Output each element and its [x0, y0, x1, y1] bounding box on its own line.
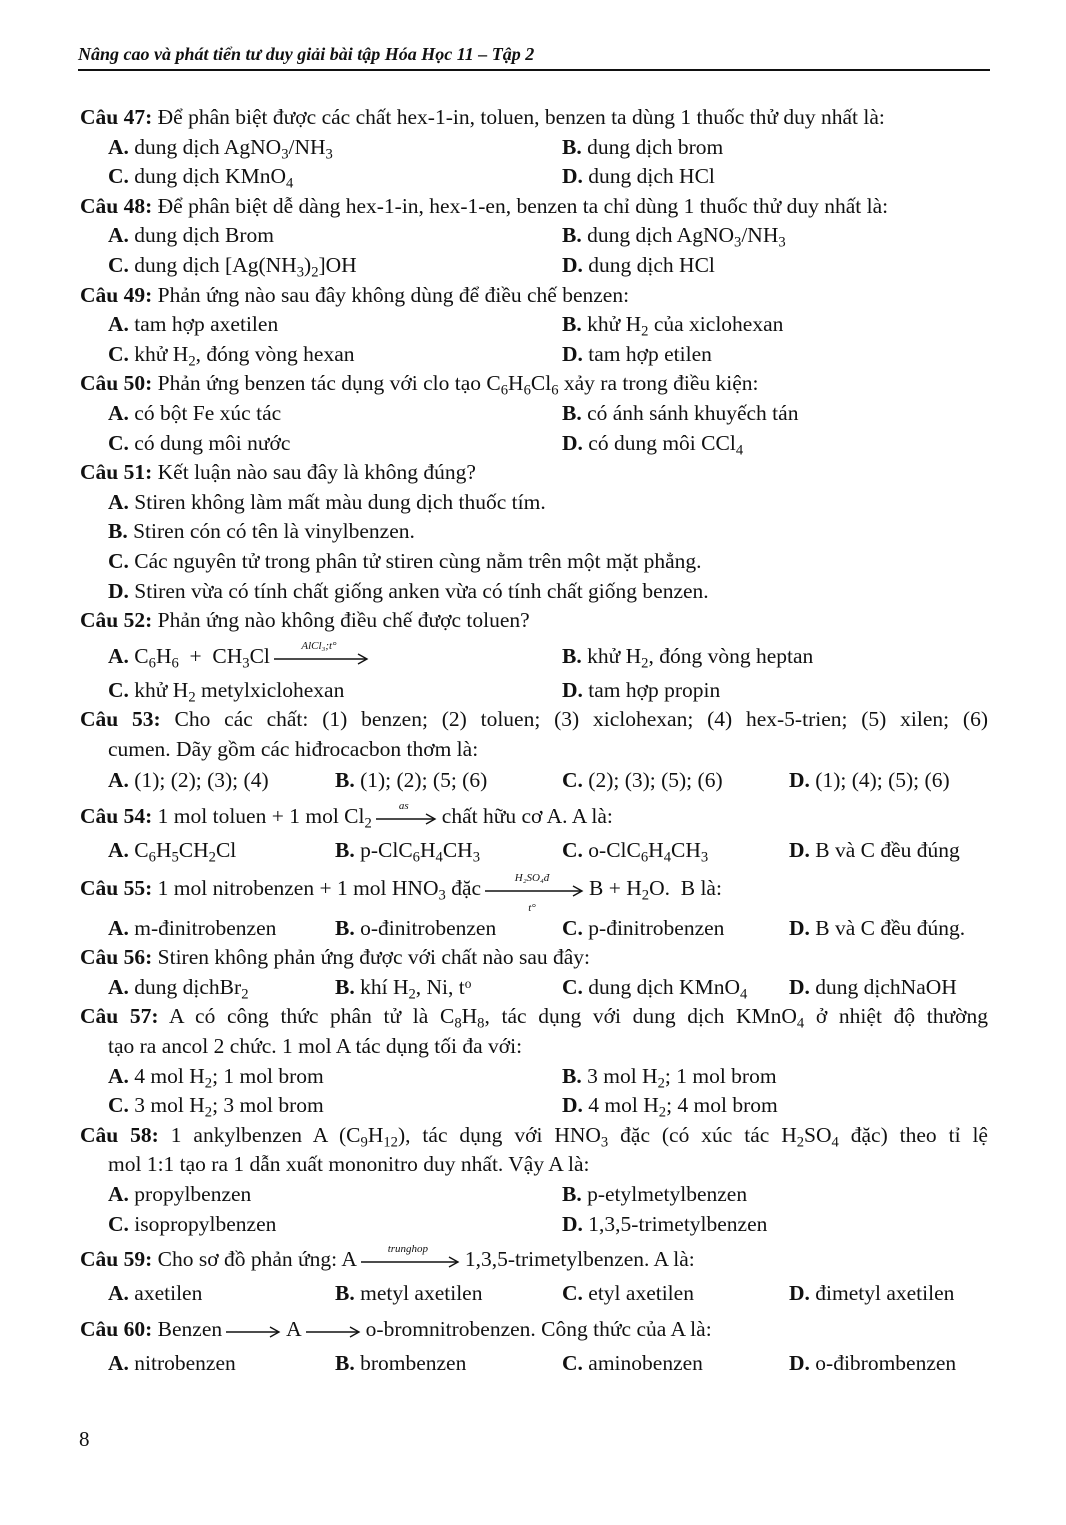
option-text: aminobenzen — [588, 1350, 703, 1375]
question-stem — [80, 1121, 988, 1151]
option-label: A. — [108, 400, 129, 425]
option-c — [108, 429, 562, 459]
arrow-label-below: t° — [528, 901, 536, 914]
option-b — [335, 836, 562, 866]
option-text: có ánh sánh khuyếch tán — [587, 400, 799, 425]
option-label: D. — [562, 341, 583, 366]
option-text: axetilen — [134, 1281, 203, 1306]
question-55 — [80, 866, 988, 944]
option-d — [789, 1279, 1016, 1309]
option-text: p-etylmetylbenzen — [587, 1182, 748, 1206]
option-row — [80, 517, 988, 547]
option-text: có dung môi nước — [134, 430, 291, 455]
option-text: p-đinitrobenzen — [588, 915, 725, 940]
option-c — [108, 1091, 562, 1121]
header-rule — [78, 69, 990, 71]
question-47 — [80, 103, 988, 192]
question-number: Câu 59: — [80, 1247, 153, 1272]
option-row — [80, 636, 988, 676]
option-label: B. — [335, 1281, 355, 1306]
option-label: C. — [562, 768, 583, 793]
option-text: B và C đều đúng — [815, 838, 960, 863]
option-label: C. — [108, 1211, 129, 1236]
question-text: Phản ứng nào không điều chế được toluen? — [157, 608, 530, 633]
option-text: dung dịch KMnO$_4$ — [134, 164, 294, 192]
question-stem — [80, 281, 988, 311]
option-row — [80, 1210, 988, 1240]
option-label: A. — [108, 312, 129, 337]
option-text: o-đibrombenzen — [815, 1350, 957, 1375]
question-text: Cho sơ đồ phản ứng: A — [157, 1247, 357, 1272]
option-row — [80, 251, 988, 281]
option-row — [80, 1349, 988, 1379]
question-text: Cho các chất: (1) benzen; (2) toluen; (3) xiclohexan; (4) hex-5-trien; (5) xilen; (6) — [174, 707, 988, 732]
option-label: A. — [108, 1281, 129, 1306]
question-text: Phản ứng benzen tác dụng với clo tạo $C_6H_6Cl_6$ xảy ra trong điều kiện: — [157, 371, 759, 399]
option-text: m-đinitrobenzen — [134, 915, 277, 940]
option-label: C. — [108, 341, 129, 366]
option-label: A. — [108, 1182, 129, 1206]
question-58 — [80, 1121, 988, 1239]
option-text: 4 mol $H_2$; 4 mol brom — [588, 1093, 778, 1121]
option-label: B. — [562, 223, 582, 248]
option-label: D. — [789, 1350, 810, 1375]
option-label: A. — [108, 838, 129, 863]
question-number: Câu 47: — [80, 105, 153, 129]
question-text: A có công thức phân tử là $C_8H_8$, tác dụng với dung dịch KMnO$_4$ ở nhiệt độ thường — [169, 1004, 988, 1032]
option-row — [80, 310, 988, 340]
option-c — [562, 836, 789, 866]
option-b — [562, 636, 1016, 676]
option-label: A. — [108, 1350, 129, 1375]
option-a — [108, 1180, 562, 1210]
option-b — [335, 766, 562, 796]
question-48 — [80, 192, 988, 281]
option-text: khử $H_2$, đóng vòng heptan — [587, 643, 814, 672]
question-stem — [80, 1239, 988, 1279]
option-row — [80, 488, 988, 518]
option-b — [335, 914, 562, 944]
option-d — [789, 1349, 1016, 1379]
option-text: propylbenzen — [134, 1182, 252, 1206]
option-label: C. — [108, 252, 129, 277]
question-54 — [80, 796, 988, 866]
question-text: Để phân biệt dễ dàng hex-1-in, hex-1-en, benzen ta chỉ dùng 1 thuốc thử duy nhất là: — [157, 193, 889, 218]
option-text: dung dịch brom — [587, 134, 724, 159]
option-a — [108, 1279, 335, 1309]
option-row — [80, 340, 988, 370]
question-stem — [80, 1309, 988, 1349]
option-label: C. — [108, 548, 129, 573]
reaction-arrow — [226, 1319, 282, 1343]
option-text: dung dịchNaOH — [815, 974, 957, 999]
option-label: A. — [108, 974, 129, 999]
question-text: Stiren không phản ứng được với chất nào sau đây: — [157, 945, 591, 970]
option-label: B. — [562, 312, 582, 337]
option-c — [562, 1349, 789, 1379]
option-text: Stiren vừa có tính chất giống anken vừa có tính chất giống benzen. — [134, 578, 709, 603]
option-text: dung dịch KMnO$_4$ — [588, 974, 748, 1003]
question-60 — [80, 1309, 988, 1379]
option-a — [108, 488, 988, 518]
question-49 — [80, 281, 988, 370]
option-row — [80, 221, 988, 251]
option-b — [562, 221, 1016, 251]
option-label: A. — [108, 223, 129, 248]
option-row — [80, 1279, 988, 1309]
option-row — [80, 973, 988, 1003]
question-number: Câu 54: — [80, 804, 153, 829]
question-number: Câu 52: — [80, 608, 153, 633]
question-53 — [80, 705, 988, 796]
question-stem — [80, 369, 988, 399]
question-number: Câu 55: — [80, 875, 153, 900]
option-d — [562, 1210, 1016, 1240]
option-text: 3 mol $H_2$; 3 mol brom — [134, 1093, 324, 1121]
option-b — [108, 517, 988, 547]
option-text: o-đinitrobenzen — [360, 915, 497, 940]
option-a — [108, 221, 562, 251]
question-51 — [80, 458, 988, 606]
option-row — [80, 766, 988, 796]
question-stem — [80, 458, 988, 488]
question-56 — [80, 943, 988, 1002]
option-label: C. — [562, 1350, 583, 1375]
option-d — [562, 251, 1016, 281]
question-50 — [80, 369, 988, 458]
question-number: Câu 53: — [80, 707, 161, 732]
option-text: có dung môi CCl$_4$ — [588, 430, 744, 458]
option-text: dung dịch $[Ag(NH_3)_2]OH$ — [134, 252, 357, 281]
question-text: Benzen — [157, 1316, 223, 1341]
question-text: 1 mol nitrobenzen + 1 mol $HNO_3$ đặc — [157, 875, 482, 904]
question-number: Câu 57: — [80, 1004, 159, 1029]
option-b — [562, 1062, 1016, 1092]
reaction-arrow — [485, 871, 585, 914]
option-a — [108, 133, 562, 163]
option-text: brombenzen — [360, 1350, 467, 1375]
option-c — [562, 914, 789, 944]
option-row — [80, 836, 988, 866]
option-text: B và C đều đúng. — [815, 915, 966, 940]
option-label: B. — [562, 134, 582, 159]
option-label: D. — [789, 974, 810, 999]
option-text: dung dịch $AgNO_3/NH_3$ — [587, 223, 786, 251]
question-text-continued: mol 1:1 tạo ra 1 dẫn xuất mononitro duy nhất. Vậy A là: — [108, 1152, 590, 1177]
question-number: Câu 51: — [80, 460, 153, 485]
question-text: Phản ứng nào sau đây không dùng để điều chế benzen: — [157, 282, 630, 307]
option-label: C. — [108, 1093, 129, 1118]
option-b — [562, 133, 1016, 163]
option-a — [108, 1062, 562, 1092]
option-label: D. — [789, 1281, 810, 1306]
option-c — [108, 676, 562, 706]
option-text: khử $H_2$ của xiclohexan — [587, 312, 784, 340]
question-stem — [80, 866, 988, 914]
option-text: dung dịch $AgNO_3/NH_3$ — [134, 134, 333, 162]
option-row — [80, 676, 988, 706]
option-c — [562, 973, 789, 1003]
question-text: Kết luận nào sau đây là không đúng? — [157, 460, 476, 485]
question-stem — [80, 796, 988, 836]
option-c — [562, 766, 789, 796]
arrow-label: AlCl₃;t° — [301, 639, 337, 652]
option-label: C. — [562, 915, 583, 940]
option-text: $C_6H_5CH_2Cl$ — [134, 838, 237, 866]
option-a — [108, 914, 335, 944]
option-text: khí $H_2$, Ni, $t^o$ — [360, 974, 472, 1003]
option-text: tam hợp propin — [588, 677, 721, 702]
question-52 — [80, 606, 988, 705]
option-label: B. — [335, 915, 355, 940]
option-row — [80, 1091, 988, 1121]
question-number: Câu 49: — [80, 282, 153, 307]
option-label: B. — [562, 643, 582, 668]
option-label: B. — [335, 974, 355, 999]
question-stem — [80, 606, 988, 636]
option-label: D. — [562, 1211, 583, 1236]
option-a — [108, 836, 335, 866]
option-text: (2); (3); (5); (6) — [588, 768, 723, 793]
question-stem — [80, 103, 988, 133]
question-text-after: chất hữu cơ A. A là: — [441, 804, 613, 829]
question-59 — [80, 1239, 988, 1309]
question-text: 1 mol toluen + 1 mol $Cl_2$ — [157, 804, 372, 832]
option-label: C. — [562, 974, 583, 999]
arrow-label: trunghop — [387, 1243, 429, 1256]
option-label: D. — [789, 915, 810, 940]
arrow-label: H₂SO₄đ — [514, 871, 550, 884]
option-row — [80, 577, 988, 607]
option-text: dung dịch HCl — [588, 252, 715, 277]
option-label: D. — [562, 252, 583, 277]
option-label: A. — [108, 643, 129, 668]
question-text-mid: A — [286, 1316, 302, 1341]
question-text-continued: cumen. Dãy gồm các hiđrocacbon thơm là: — [108, 736, 479, 761]
option-row — [80, 547, 988, 577]
question-stem — [80, 943, 988, 973]
option-row — [80, 914, 988, 944]
question-number: Câu 60: — [80, 1316, 153, 1341]
option-text: đimetyl axetilen — [815, 1281, 955, 1306]
option-d — [789, 766, 1016, 796]
question-list — [80, 103, 988, 1378]
option-d — [562, 1091, 1016, 1121]
question-number: Câu 48: — [80, 193, 153, 218]
option-label: A. — [108, 768, 129, 793]
option-d — [789, 836, 1016, 866]
option-c — [108, 251, 562, 281]
option-d — [562, 429, 1016, 459]
option-d — [789, 973, 1016, 1003]
option-b — [562, 399, 1016, 429]
option-a — [108, 399, 562, 429]
question-text-after: $B + H_2O$. B là: — [589, 875, 722, 904]
option-label: B. — [562, 1063, 582, 1088]
option-b — [335, 973, 562, 1003]
option-c — [108, 162, 562, 192]
option-a — [108, 1349, 335, 1379]
option-text: (1); (4); (5); (6) — [815, 768, 950, 793]
option-text: $p-ClC_6H_4CH_3$ — [360, 838, 481, 866]
question-text: Để phân biệt được các chất hex-1-in, toluen, benzen ta dùng 1 thuốc thử duy nhất là: — [157, 105, 885, 129]
option-d — [108, 577, 988, 607]
option-row — [80, 399, 988, 429]
option-label: D. — [562, 1093, 583, 1118]
option-label: D. — [562, 430, 583, 455]
option-text: dung dịch Brom — [134, 223, 275, 248]
option-label: C. — [108, 164, 129, 189]
option-label: B. — [562, 1182, 582, 1206]
option-label: B. — [562, 400, 582, 425]
option-a — [108, 973, 335, 1003]
option-a — [108, 310, 562, 340]
option-text: 3 mol $H_2$; 1 mol brom — [587, 1063, 777, 1091]
option-label: D. — [789, 838, 810, 863]
option-d — [562, 162, 1016, 192]
option-label: D. — [108, 578, 129, 603]
question-text: 1 ankylbenzen A $(C_9H_{12})$, tác dụng với $HNO_3$ đặc (có xúc tác $H_2SO_4$ đặc) theo tỉ lệ — [170, 1122, 988, 1151]
option-text: có bột Fe xúc tác — [134, 400, 282, 425]
option-row — [80, 429, 988, 459]
reaction-arrow — [274, 639, 370, 670]
question-number: Câu 58: — [80, 1122, 159, 1147]
option-text: Các nguyên tử trong phân tử stiren cùng nằm trên một mặt phẳng. — [134, 548, 702, 573]
option-text: dung dịch HCl — [588, 164, 715, 189]
option-label: A. — [108, 134, 129, 159]
option-b — [335, 1279, 562, 1309]
option-text: Stiren cón có tên là vinylbenzen. — [133, 519, 415, 544]
question-stem — [80, 705, 988, 735]
reaction-arrow — [306, 1319, 362, 1343]
option-text: $C_6H_6 + CH_3Cl$ — [134, 643, 270, 672]
question-text-after: o-bromnitrobenzen. Công thức của A là: — [365, 1316, 712, 1341]
option-label: B. — [335, 838, 355, 863]
option-a — [108, 766, 335, 796]
option-label: C. — [562, 1281, 583, 1306]
option-text: (1); (2); (5; (6) — [360, 768, 488, 793]
question-stem — [80, 1002, 988, 1032]
option-text: khử $H_2$, đóng vòng hexan — [134, 341, 355, 370]
option-text: 1,3,5-trimetylbenzen — [588, 1211, 768, 1236]
question-number: Câu 50: — [80, 371, 153, 396]
option-text: dung dịchBr$_2$ — [134, 974, 249, 1003]
option-c — [108, 340, 562, 370]
question-text-continued: tạo ra ancol 2 chức. 1 mol A tác dụng tối đa với: — [108, 1034, 523, 1059]
option-label: D. — [562, 164, 583, 189]
page-number: 8 — [79, 1427, 90, 1451]
option-label: A. — [108, 1063, 129, 1088]
option-a — [108, 636, 562, 676]
option-text: tam hợp axetilen — [134, 312, 279, 337]
option-b — [562, 310, 1016, 340]
option-row — [80, 1062, 988, 1092]
option-d — [562, 676, 1016, 706]
option-text: 4 mol $H_2$; 1 mol brom — [134, 1063, 324, 1091]
option-row — [80, 1180, 988, 1210]
option-label: A. — [108, 489, 129, 514]
option-d — [789, 914, 1016, 944]
option-c — [108, 1210, 562, 1240]
reaction-arrow — [361, 1243, 461, 1273]
option-label: B. — [335, 768, 355, 793]
option-b — [335, 1349, 562, 1379]
option-row — [80, 133, 988, 163]
option-label: C. — [108, 677, 129, 702]
option-text: $o-ClC_6H_4CH_3$ — [588, 838, 709, 866]
option-text: metyl axetilen — [360, 1281, 483, 1306]
option-text: tam hợp etilen — [588, 341, 712, 366]
option-label: D. — [789, 768, 810, 793]
option-label: B. — [335, 1350, 355, 1375]
option-text: etyl axetilen — [588, 1281, 694, 1306]
option-c — [108, 547, 988, 577]
option-label: A. — [108, 915, 129, 940]
option-text: isopropylbenzen — [134, 1211, 277, 1236]
option-text: (1); (2); (3); (4) — [134, 768, 269, 793]
reaction-arrow — [376, 800, 438, 830]
option-b — [562, 1180, 1016, 1210]
option-label: C. — [562, 838, 583, 863]
option-text: nitrobenzen — [134, 1350, 236, 1375]
option-text: khử $H_2$ metylxiclohexan — [134, 677, 345, 706]
question-text-after: 1,3,5-trimetylbenzen. A là: — [464, 1247, 695, 1272]
option-label: D. — [562, 677, 583, 702]
option-row — [80, 162, 988, 192]
option-label: C. — [108, 430, 129, 455]
question-57 — [80, 1002, 988, 1120]
option-d — [562, 340, 1016, 370]
question-stem — [80, 192, 988, 222]
running-header: Nâng cao và phát tiển tư duy giải bài tập Hóa Học 11 – Tập 2 — [78, 44, 535, 64]
option-text: Stiren không làm mất màu dung dịch thuốc tím. — [134, 489, 546, 514]
question-number: Câu 56: — [80, 945, 153, 970]
option-label: B. — [108, 519, 128, 544]
option-c — [562, 1279, 789, 1309]
arrow-label: as — [398, 800, 409, 813]
